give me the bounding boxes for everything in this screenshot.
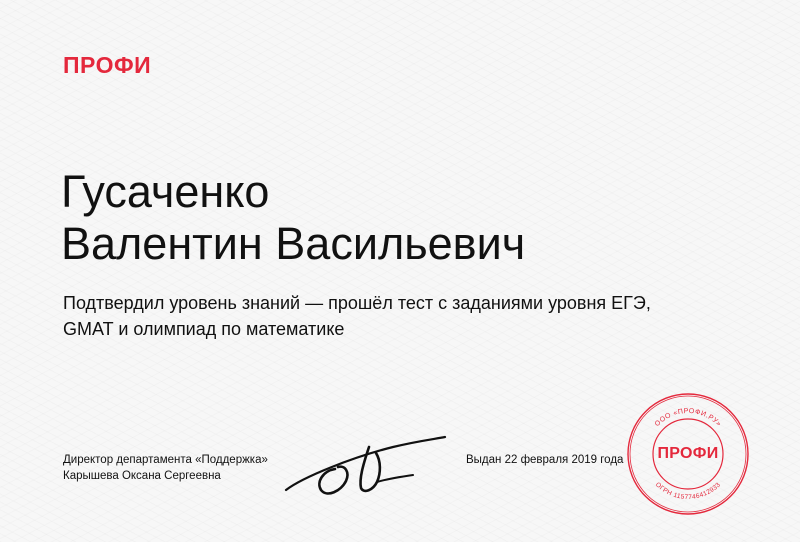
svg-text:ОГРН 1157746412933: ОГРН 1157746412933 — [653, 481, 723, 502]
achievement-description: Подтвердил уровень знаний — прошёл тест с заданиями уровня ЕГЭ, GMAT и олимпиад по математике — [63, 293, 651, 339]
signatory-position: Директор департамента «Поддержка» — [63, 454, 268, 466]
signatory-name: Карышева Оксана Сергеевна — [63, 470, 221, 482]
issue-date: Выдан 22 февраля 2019 года — [466, 454, 624, 466]
recipient-name — [61, 166, 525, 270]
recipient-first-middle-name: Валентин Васильевич — [61, 218, 526, 269]
profi-logo: ПРОФИ — [63, 52, 152, 78]
seal-logo-text: ПРОФИ — [657, 445, 719, 462]
handwritten-signature — [283, 427, 448, 507]
company-seal — [623, 389, 753, 519]
seal-graphic — [623, 389, 753, 519]
svg-text:ООО «ПРОФИ.РУ»: ООО «ПРОФИ.РУ» — [653, 407, 723, 429]
signatory-block — [63, 452, 268, 484]
recipient-last-name: Гусаченко — [61, 166, 270, 217]
